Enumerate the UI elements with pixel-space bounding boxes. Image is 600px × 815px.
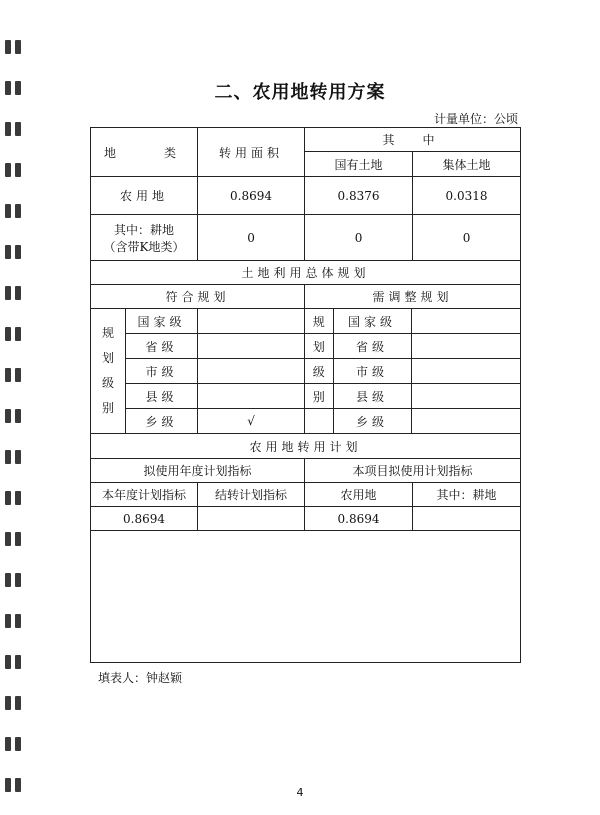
cultivated-area: 0 xyxy=(198,215,305,261)
adjust-mark-city xyxy=(411,359,520,383)
adjust-vertical-label-5 xyxy=(305,409,333,433)
conversion-plan-title: 农用地转用计划 xyxy=(91,434,521,459)
conform-mark-county xyxy=(198,384,305,409)
adjust-vertical-label-3: 级 xyxy=(305,359,333,383)
carryover-quota-value xyxy=(198,507,305,531)
remarks-blank-area xyxy=(91,531,521,663)
project-cultivated-col: 其中：耕地 xyxy=(413,483,521,507)
cultivated-state: 0 xyxy=(305,215,413,261)
annual-quota-col: 本年度计划指标 xyxy=(91,483,198,507)
header-collective-land: 集体土地 xyxy=(413,152,521,177)
project-cultivated-value xyxy=(413,507,521,531)
farmland-area: 0.8694 xyxy=(198,177,305,215)
project-quota-header: 本项目拟使用计划指标 xyxy=(305,459,521,483)
planning-section-title: 土地利用总体规划 xyxy=(91,261,521,285)
adjust-level-county: 县级 xyxy=(333,384,411,408)
conform-level-county: 县级 xyxy=(126,384,198,409)
conform-level-township: 乡级 xyxy=(126,409,198,434)
conform-mark-province xyxy=(198,334,305,359)
adjust-mark-province xyxy=(411,334,520,358)
header-among: 其 中 xyxy=(305,128,521,152)
adjust-mark-national xyxy=(411,309,520,333)
conform-mark-township: √ xyxy=(198,409,305,434)
adjust-level-province: 省级 xyxy=(333,334,411,358)
adjust-level-township: 乡级 xyxy=(333,409,411,433)
annual-quota-value: 0.8694 xyxy=(91,507,198,531)
filled-by: 填表人：钟赵颖 xyxy=(98,671,183,685)
adjust-row-city xyxy=(305,359,521,384)
adjust-header: 需调整规划 xyxy=(305,285,521,309)
annual-quota-header: 拟使用年度计划指标 xyxy=(91,459,305,483)
conform-level-national: 国家级 xyxy=(126,309,198,334)
adjust-row-national xyxy=(305,309,521,334)
adjust-mark-county xyxy=(411,384,520,408)
carryover-quota-col: 结转计划指标 xyxy=(198,483,305,507)
adjust-row-township xyxy=(305,409,521,434)
farmland-collective: 0.0318 xyxy=(413,177,521,215)
ring-binding xyxy=(3,40,29,800)
adjust-vertical-label-2: 划 xyxy=(305,334,333,358)
project-farmland-value: 0.8694 xyxy=(305,507,413,531)
adjust-row-province xyxy=(305,334,521,359)
conform-mark-city xyxy=(198,359,305,384)
adjust-vertical-label-4: 别 xyxy=(305,384,333,408)
adjust-level-national: 国家级 xyxy=(333,309,411,333)
adjust-vertical-label-top: 规 xyxy=(305,309,333,333)
conform-level-province: 省级 xyxy=(126,334,198,359)
conform-mark-national xyxy=(198,309,305,334)
conform-header: 符合规划 xyxy=(91,285,305,309)
farmland-label: 农用地 xyxy=(91,177,198,215)
page-title: 二、农用地转用方案 xyxy=(214,82,386,103)
cultivated-label-line1: 其中：耕地 xyxy=(114,222,175,237)
header-converted-area: 转用面积 xyxy=(198,128,305,177)
conform-level-category: 规 划 级 别 xyxy=(91,309,126,434)
conform-level-city: 市级 xyxy=(126,359,198,384)
cultivated-label xyxy=(91,215,198,261)
adjust-level-city: 市级 xyxy=(333,359,411,383)
adjust-mark-township xyxy=(411,409,520,433)
adjust-row-county xyxy=(305,384,521,409)
header-category: 地 类 xyxy=(91,128,198,177)
header-state-land: 国有土地 xyxy=(305,152,413,177)
farmland-state: 0.8376 xyxy=(305,177,413,215)
cultivated-collective: 0 xyxy=(413,215,521,261)
project-farmland-col: 农用地 xyxy=(305,483,413,507)
cultivated-label-line2: （含带K地类） xyxy=(103,239,185,254)
unit-label: 计量单位：公顷 xyxy=(433,112,518,126)
page-number: 4 xyxy=(296,786,304,799)
conversion-form-table xyxy=(90,127,521,663)
